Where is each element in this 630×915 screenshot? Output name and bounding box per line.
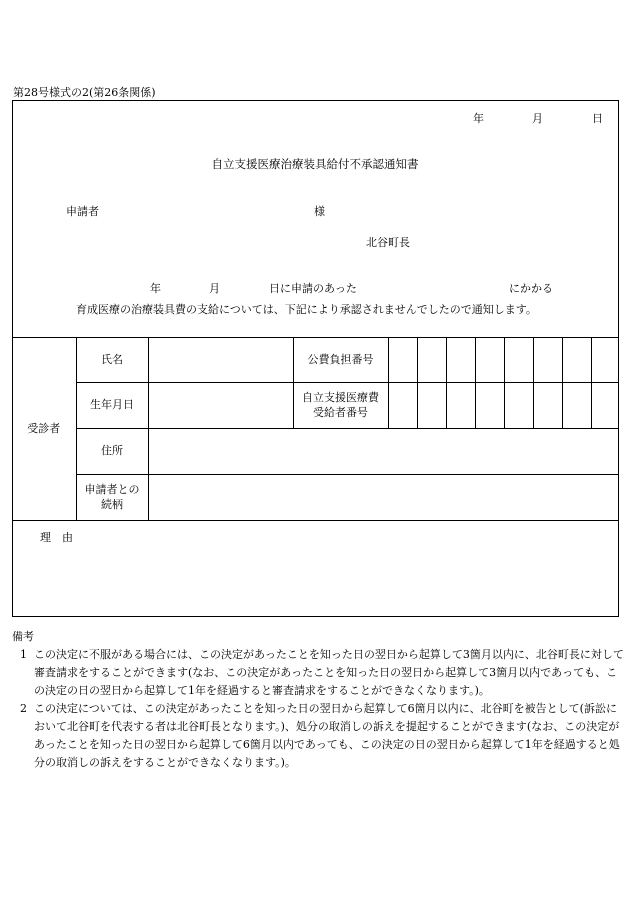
relation-label-line2: 続柄 [101,497,123,511]
name-field[interactable] [148,338,293,383]
applicant-honorific: 様 [314,205,325,218]
public-burden-digit[interactable] [562,338,591,383]
form-number: 第28号様式の2(第26条関係) [13,86,156,99]
public-burden-digit[interactable] [446,338,475,383]
note-number: 2 [20,702,27,715]
recipient-number-digit[interactable] [504,383,533,429]
public-burden-digit[interactable] [504,338,533,383]
document-title: 自立支援医療治療装具給付不承認通知書 [211,157,419,171]
address-field[interactable] [148,429,619,475]
date-day-label: 日 [592,112,603,125]
recipient-number-digit[interactable] [591,383,619,429]
application-month-label: 月 [209,282,220,295]
relation-label-line1: 申請者との [84,482,140,496]
relation-field[interactable] [148,475,619,521]
date-year-label: 年 [473,112,484,125]
recipient-number-digit[interactable] [475,383,504,429]
public-burden-digit[interactable] [533,338,562,383]
notes-heading: 備考 [12,630,34,643]
reason-field[interactable] [80,530,600,610]
recipient-number-digit[interactable] [417,383,446,429]
patient-info-table [12,337,619,521]
application-suffix: にかかる [509,282,553,295]
notice-body-text: 育成医療の治療装具費の支給については、下記により承認されませんでしたので通知します。 [76,303,537,316]
application-day-text: 日に申請のあった [269,282,357,295]
note-number: 1 [20,648,27,661]
recipient-number-label-line1: 自立支援医療費 [302,390,379,404]
issuer-name: 北谷町長 [366,236,410,249]
name-label: 氏名 [76,338,148,383]
address-label: 住所 [76,429,148,475]
birthdate-field[interactable] [148,383,293,429]
note-item-1 [12,646,624,700]
public-burden-digit[interactable] [417,338,446,383]
public-burden-number-label: 公費負担番号 [293,338,388,383]
recipient-number-digit[interactable] [388,383,417,429]
notes-section [12,628,624,772]
recipient-number-label [293,383,388,429]
public-burden-digit[interactable] [475,338,504,383]
recipient-number-digit[interactable] [446,383,475,429]
note-item-2 [12,700,624,772]
applicant-label: 申請者 [66,205,99,218]
recipient-number-label-line2: 受給者番号 [313,405,368,419]
birthdate-label: 生年月日 [76,383,148,429]
relation-label [76,475,148,521]
recipient-number-digit[interactable] [562,383,591,429]
public-burden-digit[interactable] [388,338,417,383]
note-text: この決定については、この決定があったことを知った日の翌日から起算して6箇月以内に、北谷町を被告として(訴訟において北谷町を代表する者は北谷町長となります。)、処分の取消しの訴えを提起することができます(なお、この決定があったことを知った日の翌日から起算して6箇月以内であっても、この決定の日の翌日から起算して1年を経過すると処分の取消しの訴えをすることができなくなります。)。 [34,702,620,769]
recipient-number-digit[interactable] [533,383,562,429]
application-year-label: 年 [150,282,161,295]
note-text: この決定に不服がある場合には、この決定があったことを知った日の翌日から起算して3箇月以内に、北谷町長に対して審査請求をすることができます(なお、この決定があったことを知った日の翌日から起算して3箇月以内であっても、この決定の日の翌日から起算して1年を経過すると審査請求をすることができなくなります。)。 [34,648,624,697]
public-burden-digit[interactable] [591,338,619,383]
date-month-label: 月 [532,112,543,125]
reason-label: 理 由 [40,531,73,544]
patient-section-label: 受診者 [12,338,76,521]
